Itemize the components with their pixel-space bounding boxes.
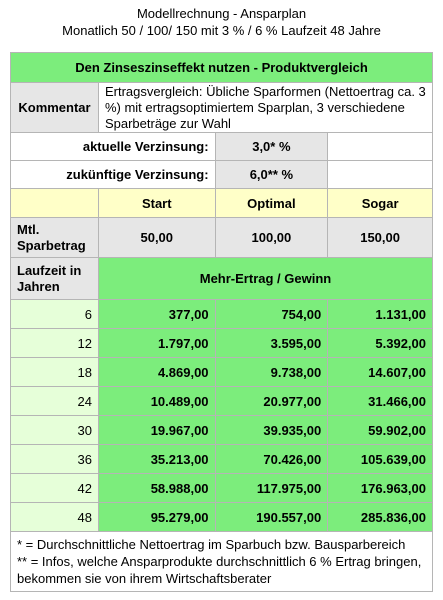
future-rate-label: zukünftige Verzinsung: [11,161,216,189]
row-value-start: 95.279,00 [98,503,215,532]
column-header-optimal: Optimal [215,189,328,218]
monthly-amount-sogar: 150,00 [328,218,433,258]
row-value-optimal: 20.977,00 [215,387,328,416]
row-years: 42 [11,474,99,503]
row-years: 24 [11,387,99,416]
header-title: Modellrechnung - Ansparplan [136,6,307,21]
future-rate-empty [328,161,433,189]
row-years: 18 [11,358,99,387]
comment-label: Kommentar [11,83,99,133]
row-value-optimal: 39.935,00 [215,416,328,445]
current-rate-empty [328,133,433,161]
table-row [11,358,433,387]
column-header-start: Start [98,189,215,218]
table-row [11,416,433,445]
table-title: Den Zinseszinseffekt nutzen - Produktvergleich [11,53,433,83]
row-value-sogar: 176.963,00 [328,474,433,503]
row-value-optimal: 3.595,00 [215,329,328,358]
gain-header: Mehr-Ertrag / Gewinn [98,258,432,300]
row-value-start: 4.869,00 [98,358,215,387]
row-value-optimal: 754,00 [215,300,328,329]
row-years: 48 [11,503,99,532]
monthly-amount-optimal: 100,00 [215,218,328,258]
row-value-sogar: 59.902,00 [328,416,433,445]
current-rate-value: 3,0* % [215,133,328,161]
monthly-amount-label: Mtl. Sparbetrag [11,218,99,258]
table-row [11,300,433,329]
table-row [11,474,433,503]
row-value-sogar: 1.131,00 [328,300,433,329]
table-row [11,329,433,358]
row-years: 12 [11,329,99,358]
table-row [11,503,433,532]
row-value-sogar: 5.392,00 [328,329,433,358]
row-value-start: 19.967,00 [98,416,215,445]
row-value-optimal: 190.557,00 [215,503,328,532]
column-header-sogar: Sogar [328,189,433,218]
term-label: Laufzeit in Jahren [11,258,99,300]
footnote-current-rate: * = Durchschnittliche Nettoertrag im Sparbuch bzw. Bausparbereich [17,537,406,552]
comment-text: Ertragsvergleich: Übliche Sparformen (Nettoertrag ca. 3 %) mit ertragsoptimiertem Sparplan, 3 verschiedene Sparbeträge zur Wahl [98,83,432,133]
table-row [11,387,433,416]
row-years: 36 [11,445,99,474]
row-value-start: 35.213,00 [98,445,215,474]
monthly-amount-start: 50,00 [98,218,215,258]
row-value-start: 377,00 [98,300,215,329]
row-value-optimal: 9.738,00 [215,358,328,387]
footnotes [11,532,433,592]
row-value-start: 10.489,00 [98,387,215,416]
header-subtitle: Monatlich 50 / 100/ 150 mit 3 % / 6 % Laufzeit 48 Jahre [62,23,381,38]
column-header-empty [11,189,99,218]
current-rate-label: aktuelle Verzinsung: [11,133,216,161]
row-value-sogar: 105.639,00 [328,445,433,474]
row-value-sogar: 14.607,00 [328,358,433,387]
footnote-future-rate: ** = Infos, welche Ansparprodukte durchschnittlich 6 % Ertrag bringen, bekommen sie von ihrem Wirtschaftsberater [17,554,422,586]
row-value-start: 1.797,00 [98,329,215,358]
row-value-start: 58.988,00 [98,474,215,503]
row-years: 30 [11,416,99,445]
row-value-optimal: 70.426,00 [215,445,328,474]
future-rate-value: 6,0** % [215,161,328,189]
table-row [11,445,433,474]
comparison-table [10,52,433,592]
row-value-sogar: 31.466,00 [328,387,433,416]
row-value-optimal: 117.975,00 [215,474,328,503]
row-value-sogar: 285.836,00 [328,503,433,532]
page-header [0,0,443,39]
row-years: 6 [11,300,99,329]
